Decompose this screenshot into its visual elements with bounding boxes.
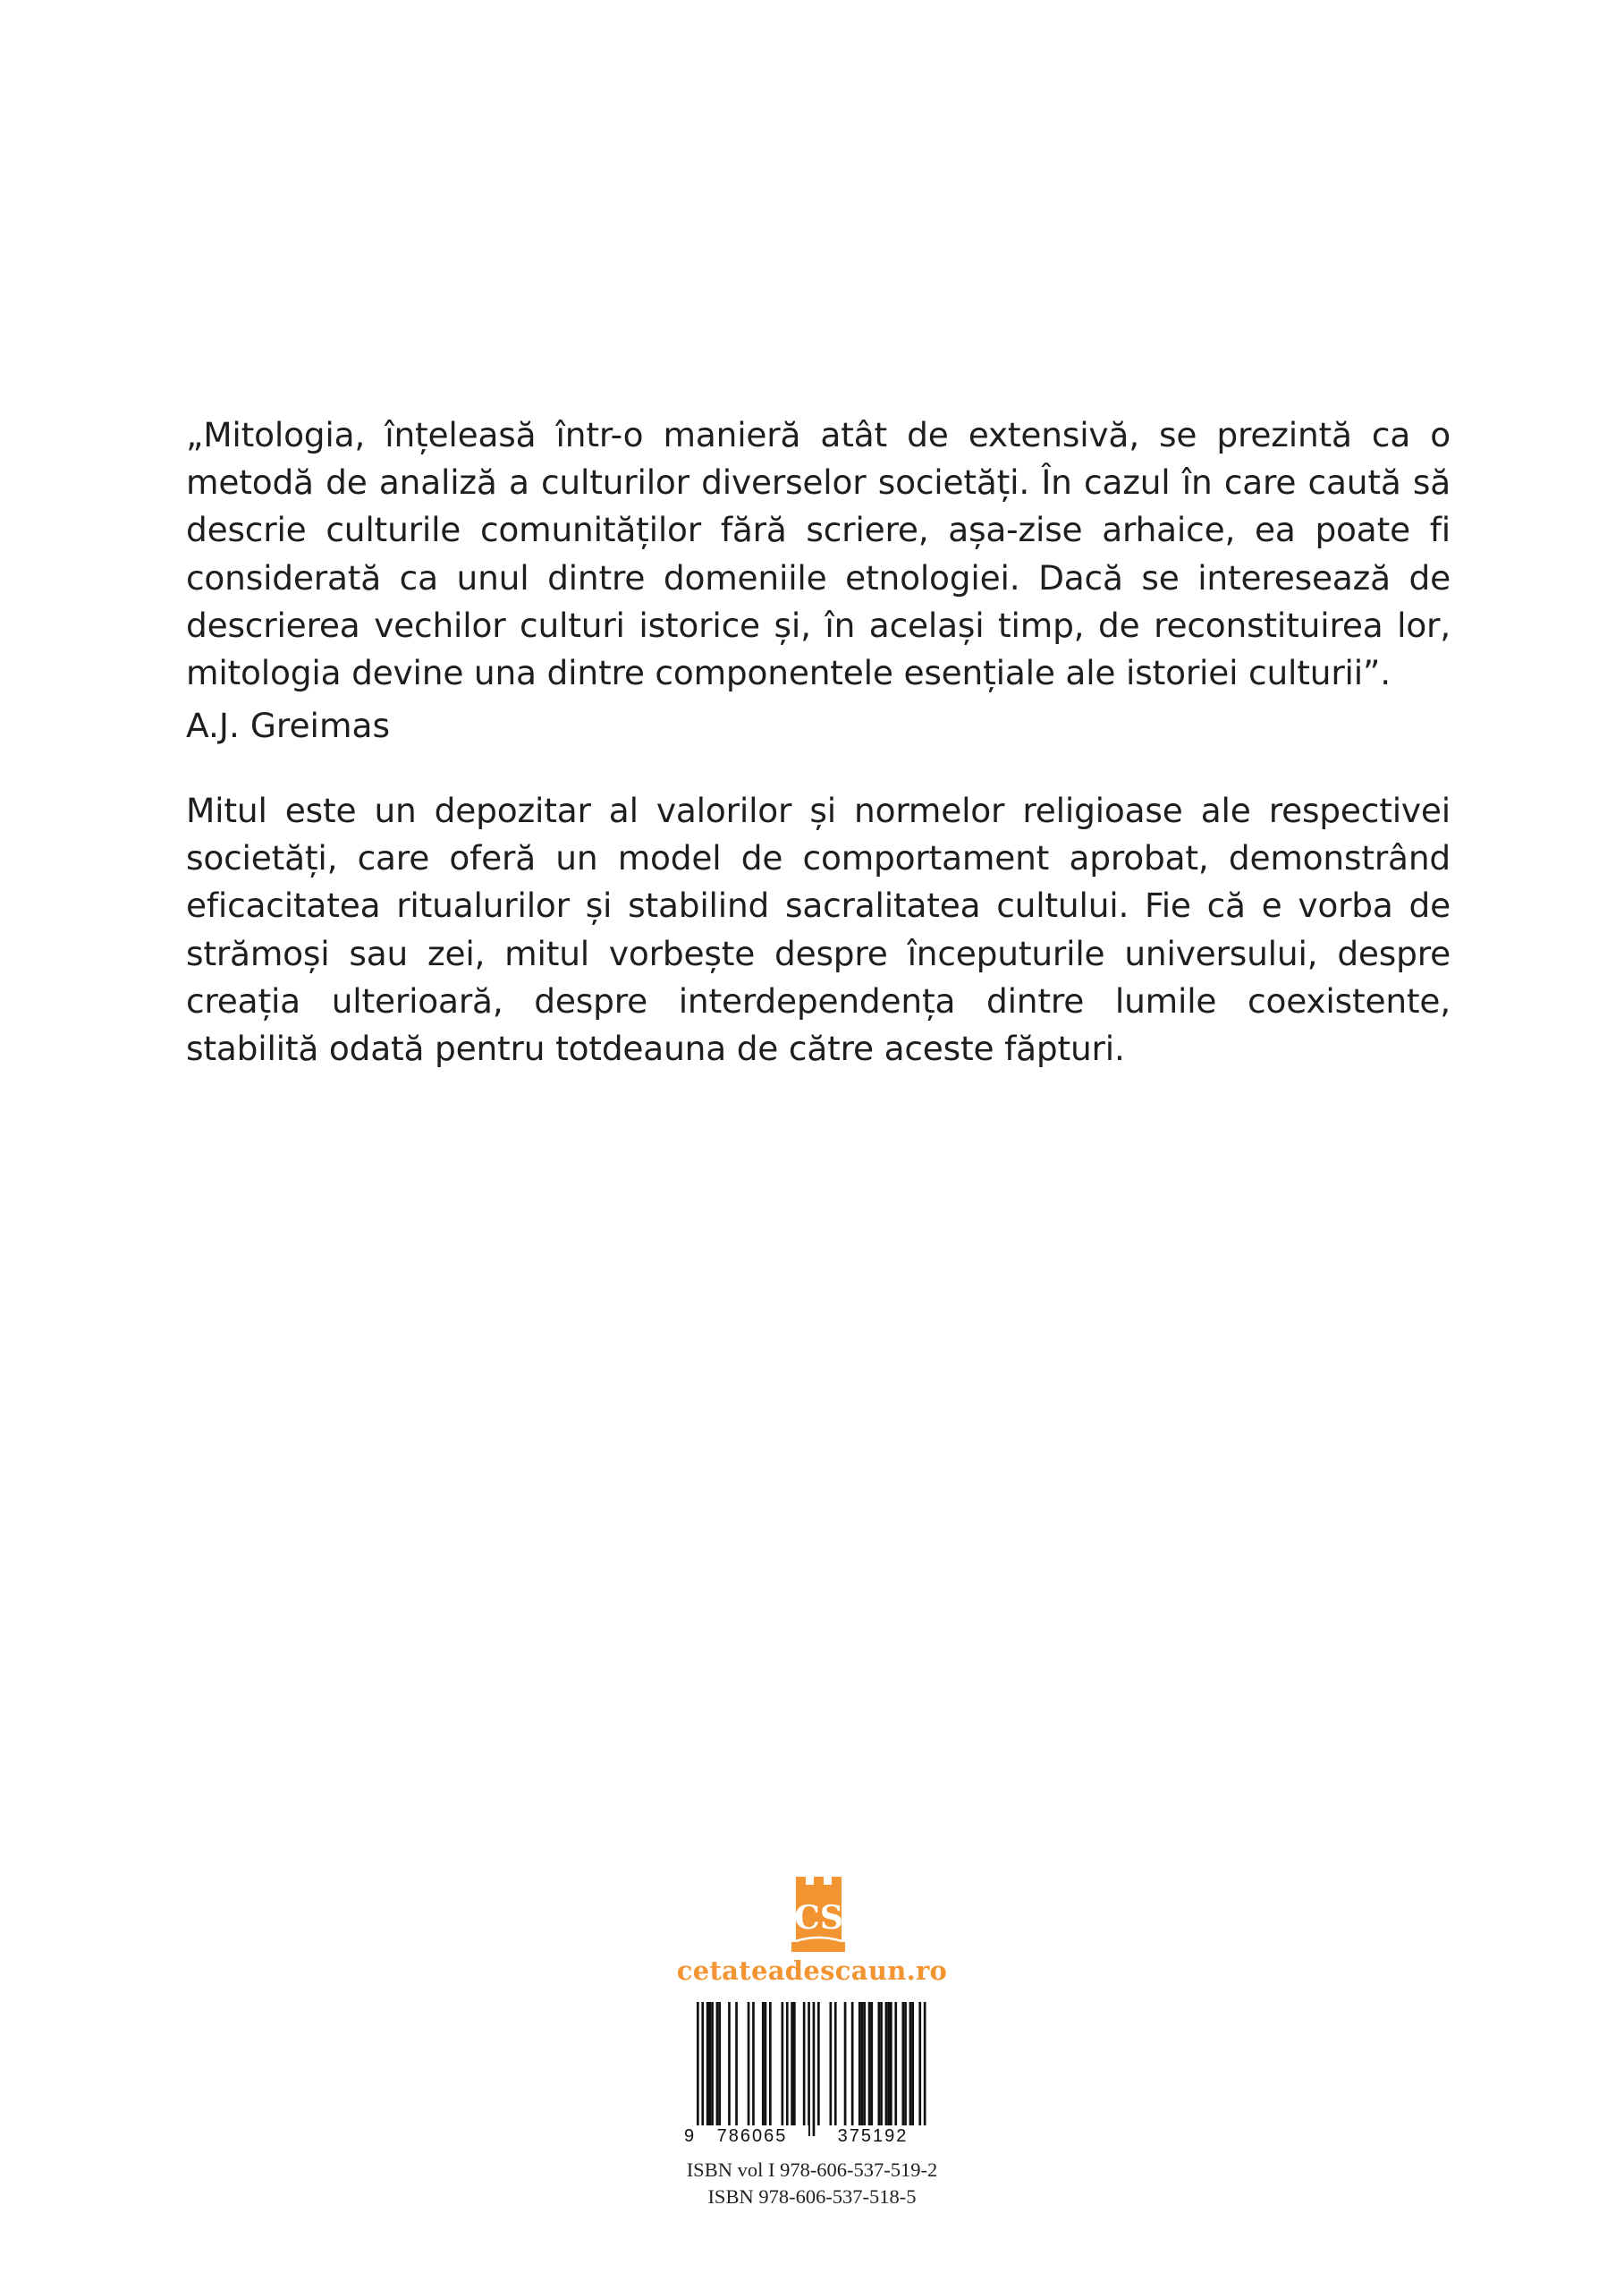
barcode-bar	[711, 2002, 714, 2127]
barcode-bar	[786, 2002, 789, 2127]
barcode-digits-right: 375192	[837, 2126, 909, 2145]
description-paragraph: Mitul este un depozitar al valorilor și normelor religioase ale respectivei societăți, care oferă un model de comportament aprobat, demonstrând eficacitatea ritualurilor și stabilind sacralitatea cultului. Fie că e vorba de strămoși sau zei, mitul vorbește despre începuturile universului, despre creația ulterioară, despre interdependența dintre lumile coexistente, stabilită odată pentru totdeauna de către aceste făpturi.	[186, 791, 1451, 1069]
publisher-website-link[interactable]: cetateadescaun.ro	[676, 1955, 948, 1986]
barcode-bar	[752, 2002, 755, 2127]
barcode-bar	[911, 2002, 914, 2127]
barcode-bar	[868, 2002, 871, 2127]
barcode-bar	[878, 2002, 881, 2127]
barcode-bar	[830, 2002, 833, 2127]
barcode-bar	[793, 2002, 796, 2127]
barcode-bar	[890, 2002, 892, 2127]
barcode-bar	[769, 2002, 772, 2127]
barcode-digits-left: 786065	[716, 2126, 788, 2145]
barcode-bar	[765, 2002, 767, 2127]
logo-text: CS	[794, 1899, 843, 1937]
barcode-bar	[706, 2002, 709, 2127]
barcode-bar	[909, 2002, 912, 2127]
isbn-barcode	[681, 2002, 949, 2145]
barcode-bar	[859, 2002, 861, 2127]
castle-tower-cs-logo-icon	[787, 1877, 850, 1952]
barcode-bar	[817, 2002, 820, 2127]
barcode-bar	[904, 2002, 907, 2127]
barcode-bar	[709, 2002, 712, 2127]
barcode-bar	[782, 2002, 784, 2127]
barcode-digit-first: 9	[684, 2126, 695, 2145]
barcode-bar	[894, 2002, 897, 2127]
barcode-bar	[762, 2002, 765, 2127]
barcode-bar	[728, 2002, 731, 2127]
barcode-bar	[716, 2002, 719, 2127]
barcode-bar	[803, 2002, 806, 2127]
barcode-bar	[918, 2002, 921, 2136]
isbn-set: ISBN 978-606-537-518-5	[707, 2185, 917, 2208]
barcode-bar	[870, 2002, 873, 2127]
barcode-bar	[813, 2002, 816, 2136]
barcode-bar	[697, 2002, 699, 2136]
barcode-bar	[924, 2002, 926, 2136]
barcode-bar	[863, 2002, 866, 2127]
barcode-bar	[808, 2002, 810, 2136]
barcode-bar	[748, 2002, 750, 2127]
barcode-bar	[887, 2002, 890, 2127]
barcode-bar	[791, 2002, 793, 2127]
quote-paragraph: „Mitologia, înțeleasă într-o manieră atât de extensivă, se prezintă ca o metodă de analiză a culturilor diverselor societăți. În cazul în care caută să descrie culturile comunităților fără scriere, așa-zise arhaice, ea poate fi considerată ca unul dintre domeniile etnologiei. Dacă se interesează de descrierea vechilor culturi istorice și, în același timp, de reconstituirea lor, mitologia devine una dintre componentele esențiale ale istoriei culturii”.	[186, 415, 1451, 693]
barcode-bar	[885, 2002, 888, 2127]
barcode-bar	[880, 2002, 883, 2127]
barcode-bar	[902, 2002, 905, 2127]
barcode-bar	[718, 2002, 721, 2127]
quote-author: A.J. Greimas	[186, 706, 391, 745]
barcode-bar	[844, 2002, 847, 2127]
barcode-bar	[701, 2002, 704, 2136]
isbn-volume: ISBN vol I 978-606-537-519-2	[686, 2159, 938, 2181]
barcode-bar	[851, 2002, 854, 2127]
barcode-bar	[735, 2002, 738, 2127]
barcode-bar	[861, 2002, 864, 2127]
barcode-bar	[834, 2002, 837, 2127]
